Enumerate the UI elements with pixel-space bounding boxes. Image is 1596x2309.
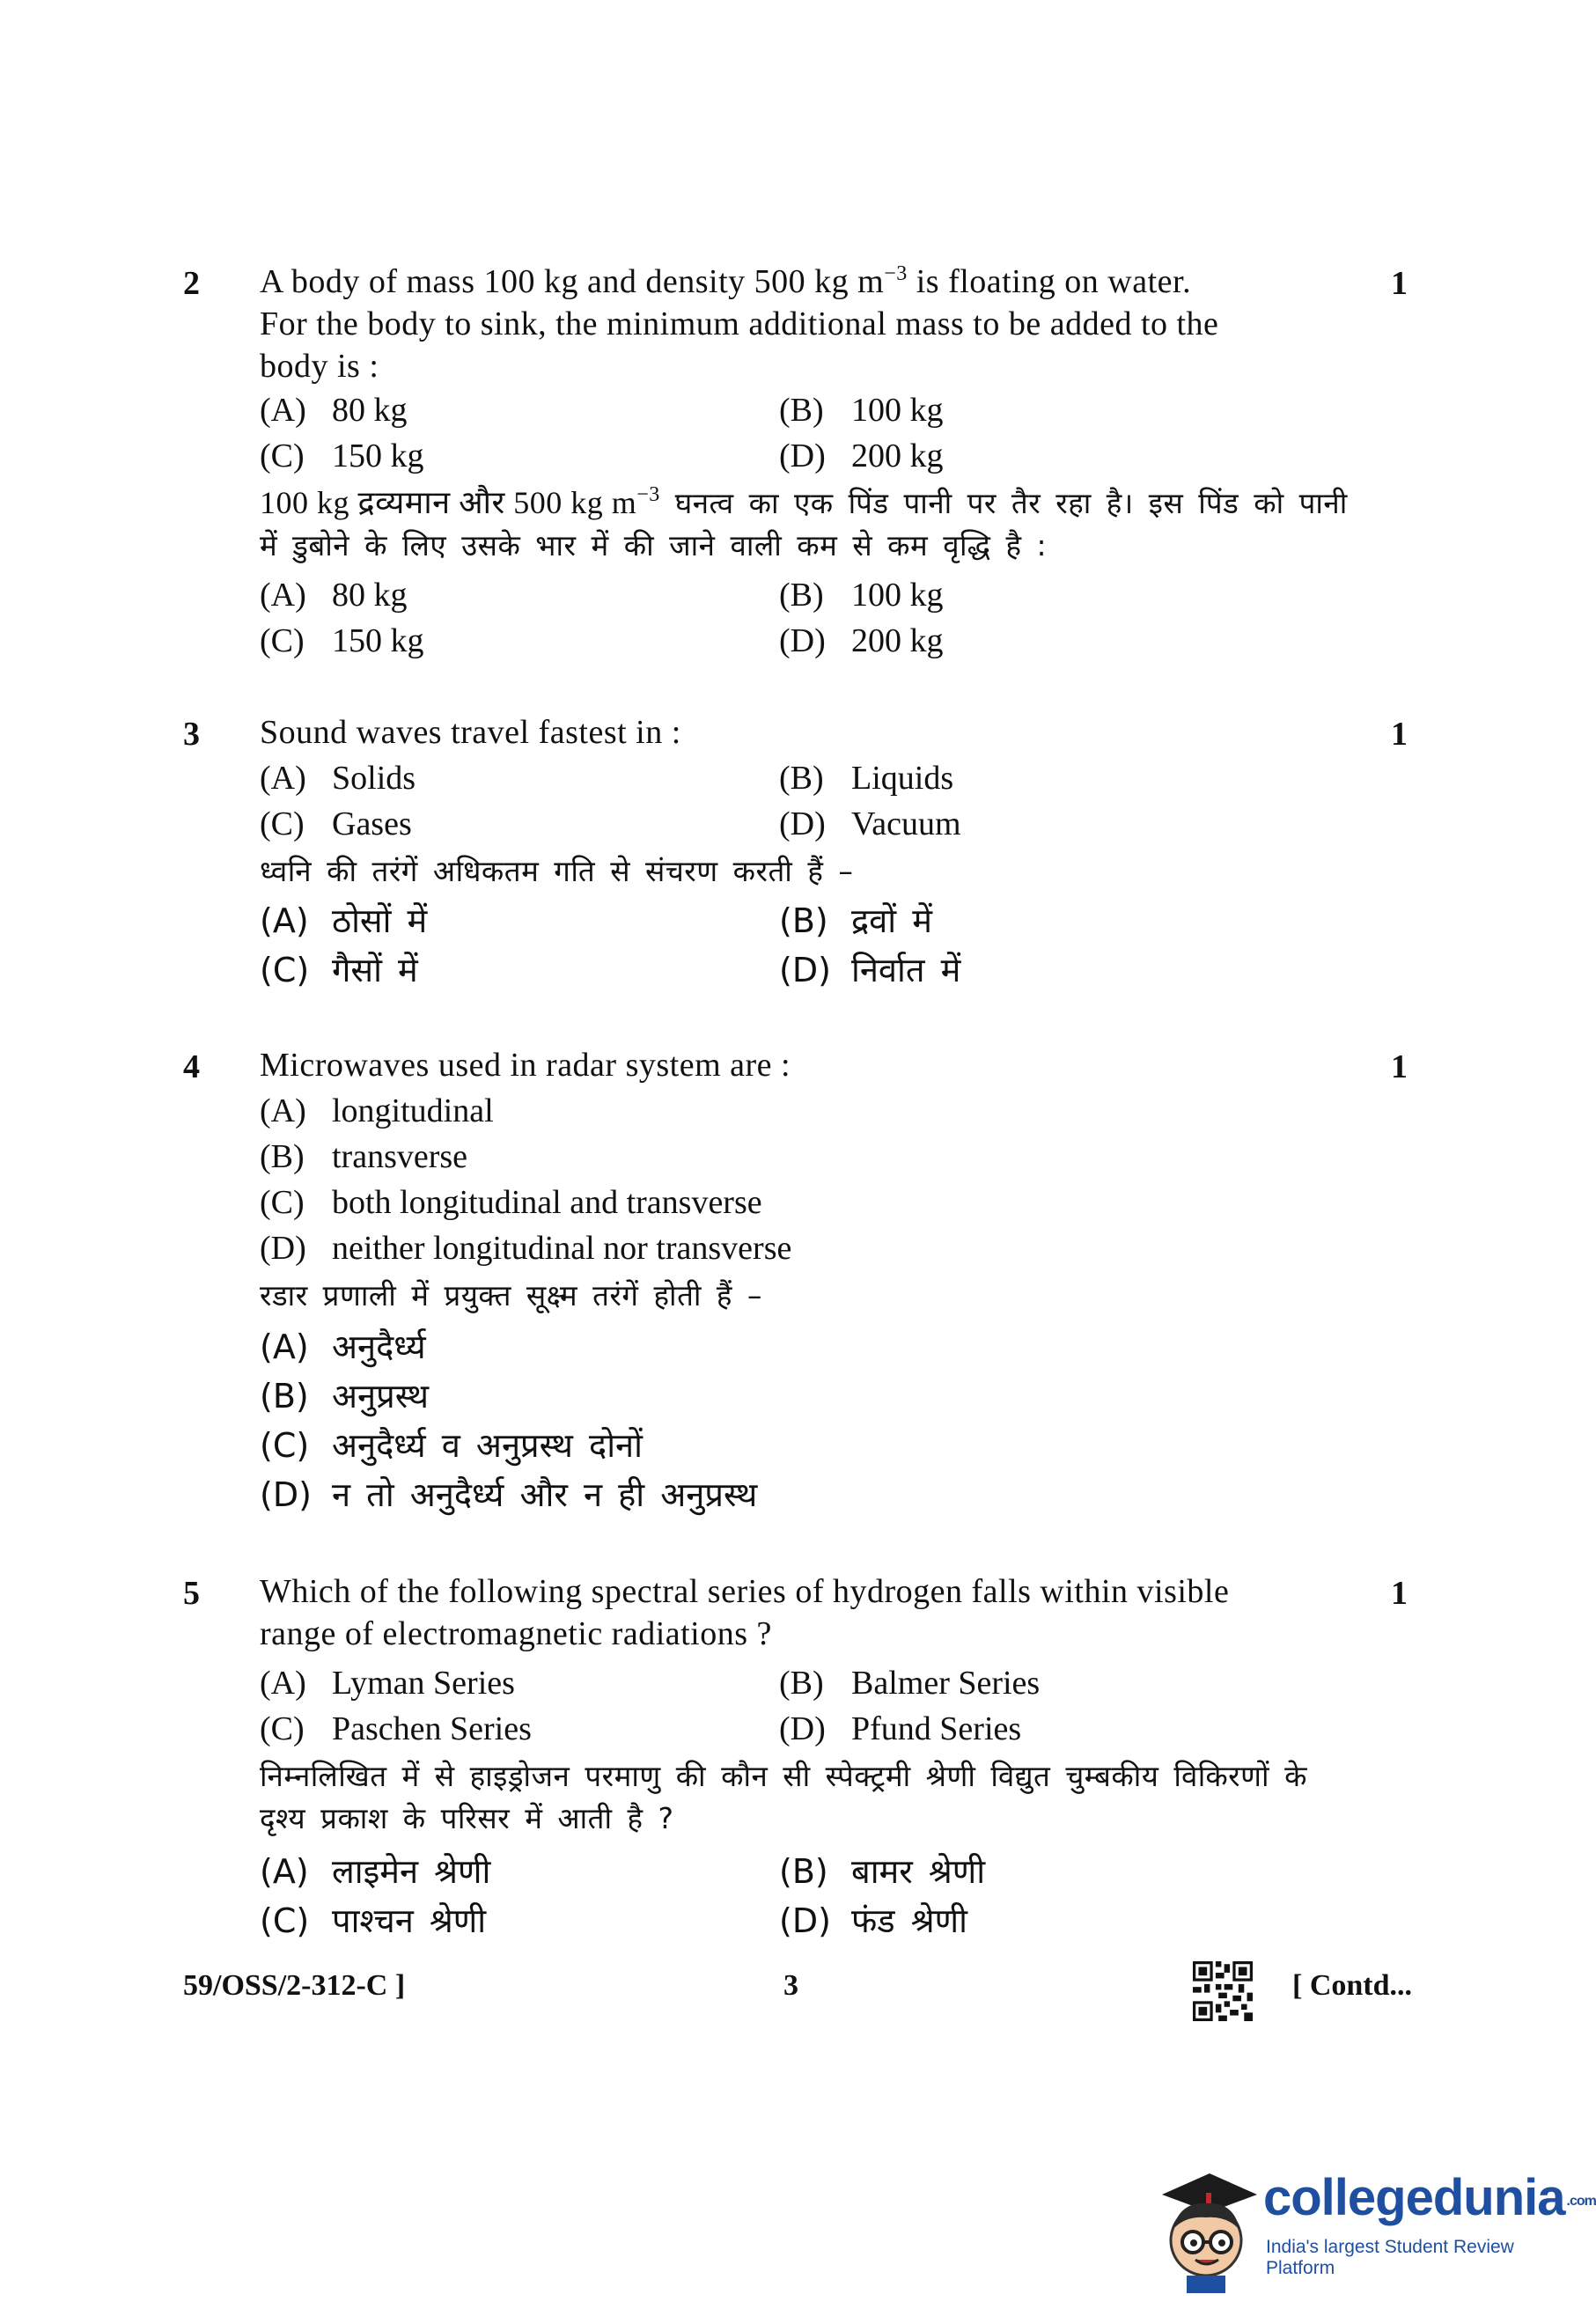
question-marks: 1 [1391, 1048, 1408, 1085]
option-en-b: (B) 100 kg [779, 392, 944, 429]
option-hi-d: (D) न तो अनुदैर्ध्य और न ही अनुप्रस्थ [260, 1475, 758, 1514]
question-text-en: A body of mass 100 kg and density 500 kg $m^{-3}$ is floating on water. For the body to sink, the minimum additional mass to be added to the body is : [260, 262, 1219, 385]
qr-code-icon [1193, 1961, 1253, 2021]
option-en-d: (D) neither longitudinal nor transverse [260, 1230, 792, 1267]
option-en-c: (C) Gases [260, 805, 412, 842]
collegedunia-logo [1149, 2161, 1596, 2293]
question-text-hi: निम्नलिखित में से हाइड्रोजन परमाणु की कौन सी स्पेक्ट्रमी श्रेणी विद्युत चुम्बकीय विकिरणों के दृश्य प्रकाश के परिसर में आती है ? [260, 1759, 1307, 1835]
option-en-b: (B) Liquids [779, 760, 954, 797]
question-number: 4 [183, 1048, 200, 1085]
question-text-en: Sound waves travel fastest in : [260, 714, 681, 751]
question-text-hi: ध्वनि की तरंगें अधिकतम गति से संचरण करती हैं – [260, 854, 854, 888]
option-en-a: (A) 80 kg [260, 392, 408, 429]
brand-tagline: India's largest Student Review Platform [1266, 2237, 1514, 2278]
question-marks: 1 [1391, 1575, 1408, 1612]
option-en-b: (B) Balmer Series [779, 1665, 1041, 1702]
option-hi-d: (D) 200 kg [779, 622, 944, 659]
option-hi-b: (B) अनुप्रस्थ [260, 1377, 430, 1416]
option-en-d: (D) Pfund Series [779, 1710, 1022, 1747]
option-hi-a: (A) लाइमेन श्रेणी [260, 1852, 491, 1891]
question-number: 3 [183, 716, 200, 753]
paper-code: 59/OSS/2-312-C ] [183, 1969, 406, 2002]
question-marks: 1 [1391, 265, 1408, 302]
question-number: 2 [183, 265, 200, 302]
mascot-icon [1153, 2161, 1259, 2293]
option-hi-a: (A) 80 kg [260, 577, 408, 614]
option-en-a: (A) Lyman Series [260, 1665, 515, 1702]
option-en-d: (D) 200 kg [779, 438, 944, 474]
option-hi-b: (B) द्रवों में [779, 901, 932, 940]
question-text-hi: 100 kg द्रव्यमान और 500 kg $m^{-3}$ घनत्व का एक पिंड पानी पर तैर रहा है। इस पिंड को पानी में डुबोने के लिए उसके भार में की जाने वाली कम से कम वृद्धि है : [260, 483, 1348, 563]
question-text-en: Microwaves used in radar system are : [260, 1047, 791, 1084]
continued-label: [ Contd... [1292, 1969, 1413, 2002]
option-hi-c: (C) पाश्चन श्रेणी [260, 1901, 487, 1940]
brand-name: collegedunia .com [1263, 2169, 1596, 2226]
option-hi-a: (A) ठोसों में [260, 901, 428, 940]
option-en-c: (C) Paschen Series [260, 1710, 532, 1747]
option-en-c: (C) 150 kg [260, 438, 424, 474]
question-number: 5 [183, 1575, 200, 1612]
option-en-a: (A) longitudinal [260, 1092, 494, 1129]
page-number: 3 [783, 1969, 798, 2002]
question-text-hi: रडार प्रणाली में प्रयुक्त सूक्ष्म तरंगें होती हैं – [260, 1278, 762, 1313]
option-hi-d: (D) फंड श्रेणी [779, 1901, 967, 1940]
option-hi-b: (B) बामर श्रेणी [779, 1852, 986, 1891]
question-marks: 1 [1391, 716, 1408, 753]
option-hi-c: (C) अनुदैर्ध्य व अनुप्रस्थ दोनों [260, 1426, 643, 1465]
option-en-c: (C) both longitudinal and transverse [260, 1184, 762, 1221]
option-en-a: (A) Solids [260, 760, 416, 797]
option-en-d: (D) Vacuum [779, 805, 961, 842]
option-en-b: (B) transverse [260, 1138, 468, 1175]
option-hi-d: (D) निर्वात में [779, 951, 961, 989]
option-hi-a: (A) अनुदैर्ध्य [260, 1327, 426, 1366]
option-hi-c: (C) गैसों में [260, 951, 418, 989]
option-hi-b: (B) 100 kg [779, 577, 944, 614]
option-hi-c: (C) 150 kg [260, 622, 424, 659]
question-text-en: Which of the following spectral series of hydrogen falls within visible range of electromagnetic radiations ? [260, 1573, 1230, 1652]
